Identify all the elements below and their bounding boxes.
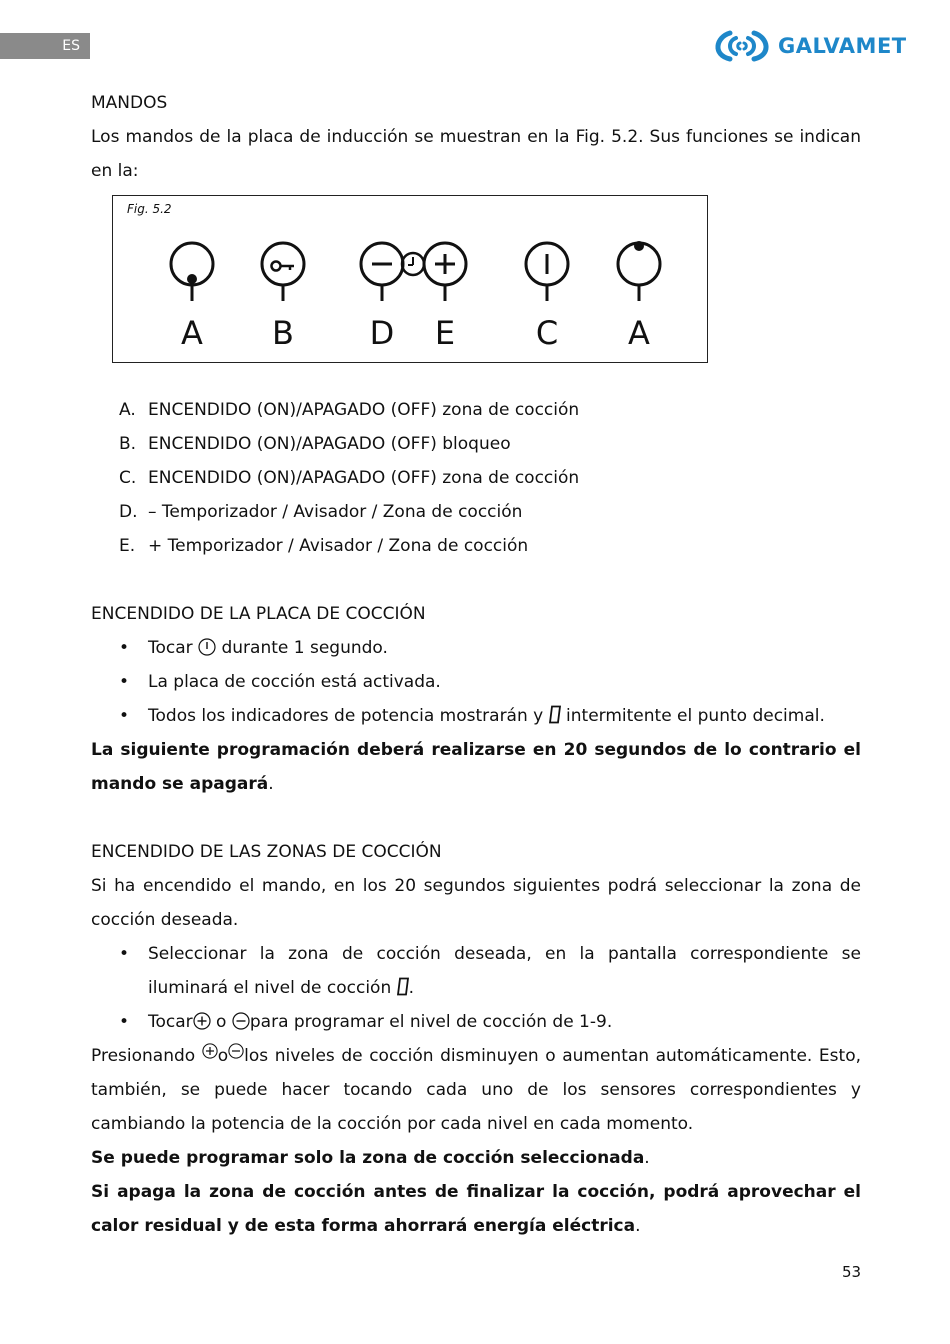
section1-bullets	[91, 631, 861, 733]
figure-letter-e: E	[434, 314, 456, 352]
list-letter: C.	[119, 468, 137, 488]
bullet-text: Todos los indicadores de potencia mostrarán y	[148, 706, 549, 726]
bullet-text: o	[210, 1012, 232, 1032]
seven-segment-zero-icon	[549, 705, 561, 724]
section2-bullets	[91, 937, 861, 1039]
list-letter: A.	[119, 400, 136, 420]
brand-logo	[708, 26, 908, 66]
list-item	[119, 427, 861, 461]
list-text: ENCENDIDO (ON)/APAGADO (OFF) zona de cocción	[148, 400, 580, 420]
press-paragraph	[91, 1039, 861, 1141]
plus-icon	[193, 1012, 211, 1030]
list-item	[91, 665, 861, 699]
plus-icon	[202, 1043, 218, 1059]
list-item	[119, 393, 861, 427]
figure-letter-a: A	[181, 314, 203, 352]
language-label: ES	[62, 38, 80, 54]
warning-paragraph	[91, 733, 861, 801]
figure-label: Fig. 5.2	[127, 202, 172, 216]
control-panel-diagram	[113, 196, 709, 364]
bullet-text: Tocar	[148, 1012, 193, 1032]
note-paragraph	[91, 1141, 861, 1175]
list-item	[119, 529, 861, 563]
warning-period: .	[268, 774, 274, 794]
language-tab	[0, 33, 90, 59]
section-title-zonas: ENCENDIDO DE LAS ZONAS DE COCCIÓN	[91, 842, 442, 862]
figure-letter-c: C	[535, 314, 559, 352]
figure-letter-b: B	[272, 314, 294, 352]
list-item	[91, 937, 861, 1005]
bullet-text: para programar el nivel de cocción de 1-9.	[249, 1012, 613, 1032]
bullet-dot: •	[119, 944, 130, 964]
list-letter: B.	[119, 434, 137, 454]
warning-text: La siguiente programación deberá realizarse en 20 segundos de lo contrario el mando se apagará	[91, 740, 861, 794]
list-item	[119, 495, 861, 529]
list-letter: E.	[119, 536, 136, 556]
list-item	[91, 699, 861, 733]
minus-icon	[232, 1012, 250, 1030]
bullet-text: Tocar	[148, 638, 199, 658]
note-period: .	[644, 1148, 650, 1168]
bullet-text: Seleccionar la zona de cocción deseada, en la pantalla correspondiente se iluminará el nivel de cocción	[148, 944, 861, 998]
list-item	[119, 461, 861, 495]
list-text: ENCENDIDO (ON)/APAGADO (OFF) zona de cocción	[148, 468, 580, 488]
bullet-dot: •	[119, 672, 130, 692]
note-text: Se puede programar solo la zona de cocción seleccionada	[91, 1148, 645, 1168]
press-text: los niveles de cocción disminuyen o aumentan automáticamente. Esto, también, se puede hacer tocando cada uno de los sensores correspondientes y cambiando la potencia de la cocción por cada nivel en cada momento.	[91, 1046, 861, 1134]
seven-segment-zero-icon	[397, 977, 409, 996]
list-text: ENCENDIDO (ON)/APAGADO (OFF) bloqueo	[148, 434, 511, 454]
list-item	[91, 631, 861, 665]
page-number: 53	[842, 1263, 862, 1281]
bullet-text: La placa de cocción está activada.	[148, 672, 441, 692]
minus-icon	[228, 1043, 244, 1059]
section-title-mandos: MANDOS	[91, 93, 168, 113]
press-text: o	[217, 1046, 229, 1066]
note-text: Si apaga la zona de cocción antes de finalizar la cocción, podrá aprovechar el calor residual y de esta forma ahorrará energía eléctrica	[91, 1182, 861, 1236]
note-period: .	[635, 1216, 641, 1236]
bullet-dot: •	[119, 1012, 130, 1032]
intro-paragraph: Los mandos de la placa de inducción se muestran en la Fig. 5.2. Sus funciones se indican en la:	[91, 127, 861, 181]
brand-name: GALVAMET	[778, 34, 907, 58]
bullet-text: .	[408, 978, 415, 998]
bullet-text: durante 1 segundo.	[216, 638, 388, 658]
signal-logo-icon	[708, 29, 772, 63]
bullet-text: intermitente el punto decimal.	[560, 706, 825, 726]
note-paragraph	[91, 1175, 861, 1243]
page-content	[91, 86, 861, 1243]
figure-letter-d: D	[369, 314, 395, 352]
zonas-intro: Si ha encendido el mando, en los 20 segundos siguientes podrá seleccionar la zona de cocción deseada.	[91, 876, 861, 930]
list-text: + Temporizador / Avisador / Zona de cocción	[148, 536, 529, 556]
bullet-dot: •	[119, 706, 130, 726]
list-item	[91, 1005, 861, 1039]
figure-letter-a2: A	[628, 314, 650, 352]
section-title-placa: ENCENDIDO DE LA PLACA DE COCCIÓN	[91, 604, 426, 624]
controls-list	[91, 393, 861, 563]
list-text: – Temporizador / Avisador / Zona de cocción	[148, 502, 523, 522]
bullet-dot: •	[119, 638, 130, 658]
figure-5-2	[112, 195, 708, 363]
power-icon	[198, 638, 216, 656]
press-text: Presionando	[91, 1046, 202, 1066]
list-letter: D.	[119, 502, 138, 522]
